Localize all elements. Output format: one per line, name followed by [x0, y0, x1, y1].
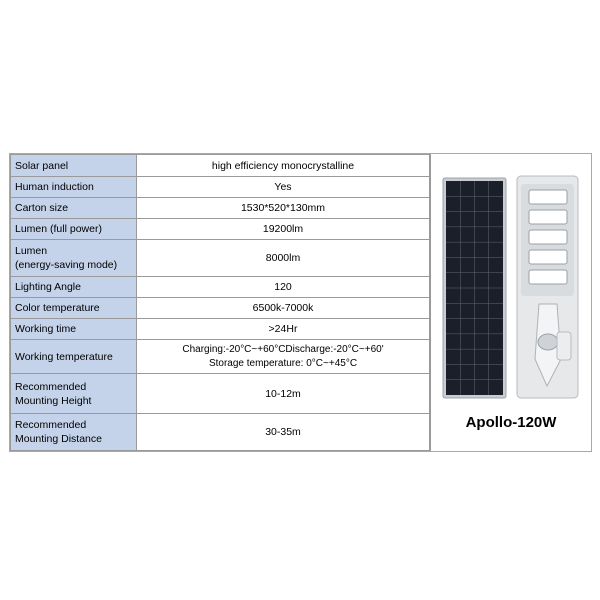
- spec-value: 10-12m: [137, 374, 430, 414]
- spec-label: Recommended Mounting Distance: [11, 414, 137, 451]
- spec-value: 19200lm: [137, 219, 430, 240]
- spec-table: [10, 154, 430, 451]
- spec-row: [11, 198, 430, 219]
- spec-label: Working time: [11, 319, 137, 340]
- spec-value: high efficiency monocrystalline: [137, 155, 430, 177]
- spec-label: Working temperature: [11, 340, 137, 374]
- spec-value: 1530*520*130mm: [137, 198, 430, 219]
- spec-label: Color temperature: [11, 298, 137, 319]
- spec-label: Carton size: [11, 198, 137, 219]
- lamp-body-image: [517, 176, 578, 398]
- spec-row: [11, 298, 430, 319]
- spec-row: [11, 240, 430, 277]
- spec-row: [11, 219, 430, 240]
- spec-label: Human induction: [11, 177, 137, 198]
- spec-row: [11, 414, 430, 451]
- spec-row: [11, 374, 430, 414]
- spec-label: Recommended Mounting Height: [11, 374, 137, 414]
- solar-panel-image: [443, 178, 506, 398]
- spec-value: 6500k-7000k: [137, 298, 430, 319]
- spec-label: Solar panel: [11, 155, 137, 177]
- spec-row: [11, 177, 430, 198]
- spec-value: 8000lm: [137, 240, 430, 277]
- product-panel: [430, 154, 591, 451]
- spec-value: 30-35m: [137, 414, 430, 451]
- spec-sheet: [9, 153, 592, 452]
- spec-label: Lumen (energy-saving mode): [11, 240, 137, 277]
- spec-value: 120: [137, 277, 430, 298]
- spec-row: [11, 277, 430, 298]
- spec-row: [11, 340, 430, 374]
- spec-value: Charging:-20°C~+60°CDischarge:-20°C~+60' Storage temperature: 0°C~+45°C: [137, 340, 430, 374]
- spec-label: Lighting Angle: [11, 277, 137, 298]
- spec-value: >24Hr: [137, 319, 430, 340]
- spec-row: [11, 319, 430, 340]
- product-name: Apollo-120W: [465, 414, 557, 431]
- spec-value: Yes: [137, 177, 430, 198]
- product-photo: [431, 154, 591, 404]
- spec-label: Lumen (full power): [11, 219, 137, 240]
- spec-row: [11, 155, 430, 177]
